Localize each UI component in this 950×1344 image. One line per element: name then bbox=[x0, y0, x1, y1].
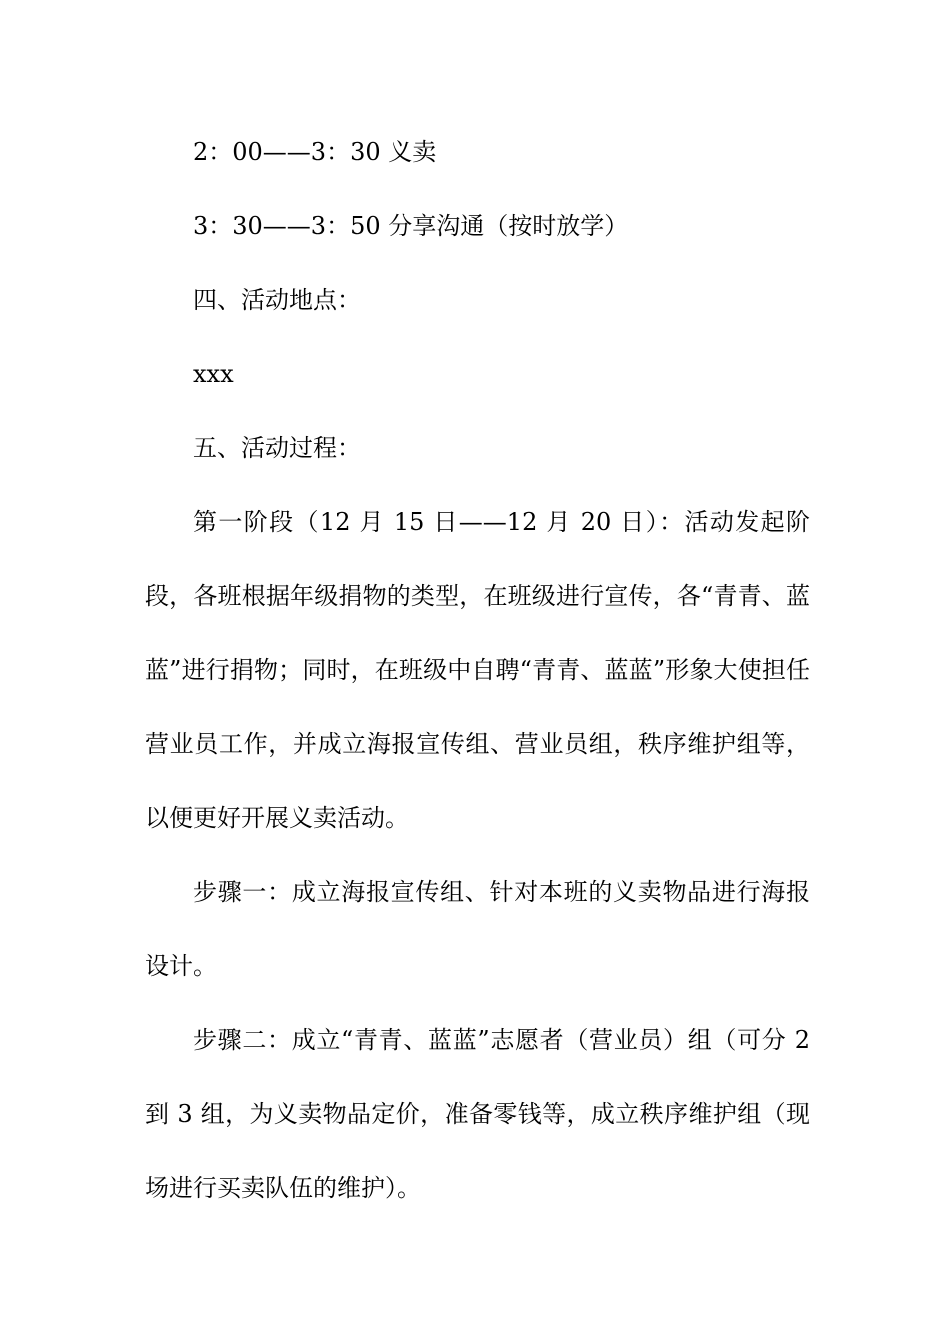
paragraph-schedule-sale: 2：00——3：30 义卖 bbox=[193, 138, 437, 166]
paragraph-location-value: xxx bbox=[193, 360, 234, 388]
paragraph-stage-one: 第一阶段（12 月 15 日——12 月 20 日）：活动发起阶段，各班根据年级捐物的类型，在班级进行宣传，各“青青、蓝蓝”进行捐物；同时，在班级中自聘“青青、蓝蓝”形象大使担任营业员工作，并成立海报宣传组、营业员组，秩序维护组等，以便更好开展义卖活动。 bbox=[145, 508, 810, 832]
document-body bbox=[145, 115, 818, 1225]
heading-activity-location: 四、活动地点： bbox=[193, 286, 361, 314]
heading-activity-process: 五、活动过程： bbox=[193, 434, 361, 462]
paragraph-step-two: 步骤二：成立“青青、蓝蓝”志愿者（营业员）组（可分 2 到 3 组，为义卖物品定价，准备零钱等，成立秩序维护组（现场进行买卖队伍的维护）。 bbox=[145, 1026, 818, 1202]
paragraph-step-one: 步骤一：成立海报宣传组、针对本班的义卖物品进行海报设计。 bbox=[145, 878, 810, 980]
paragraph-schedule-sharing: 3：30——3：50 分享沟通（按时放学） bbox=[193, 212, 629, 240]
